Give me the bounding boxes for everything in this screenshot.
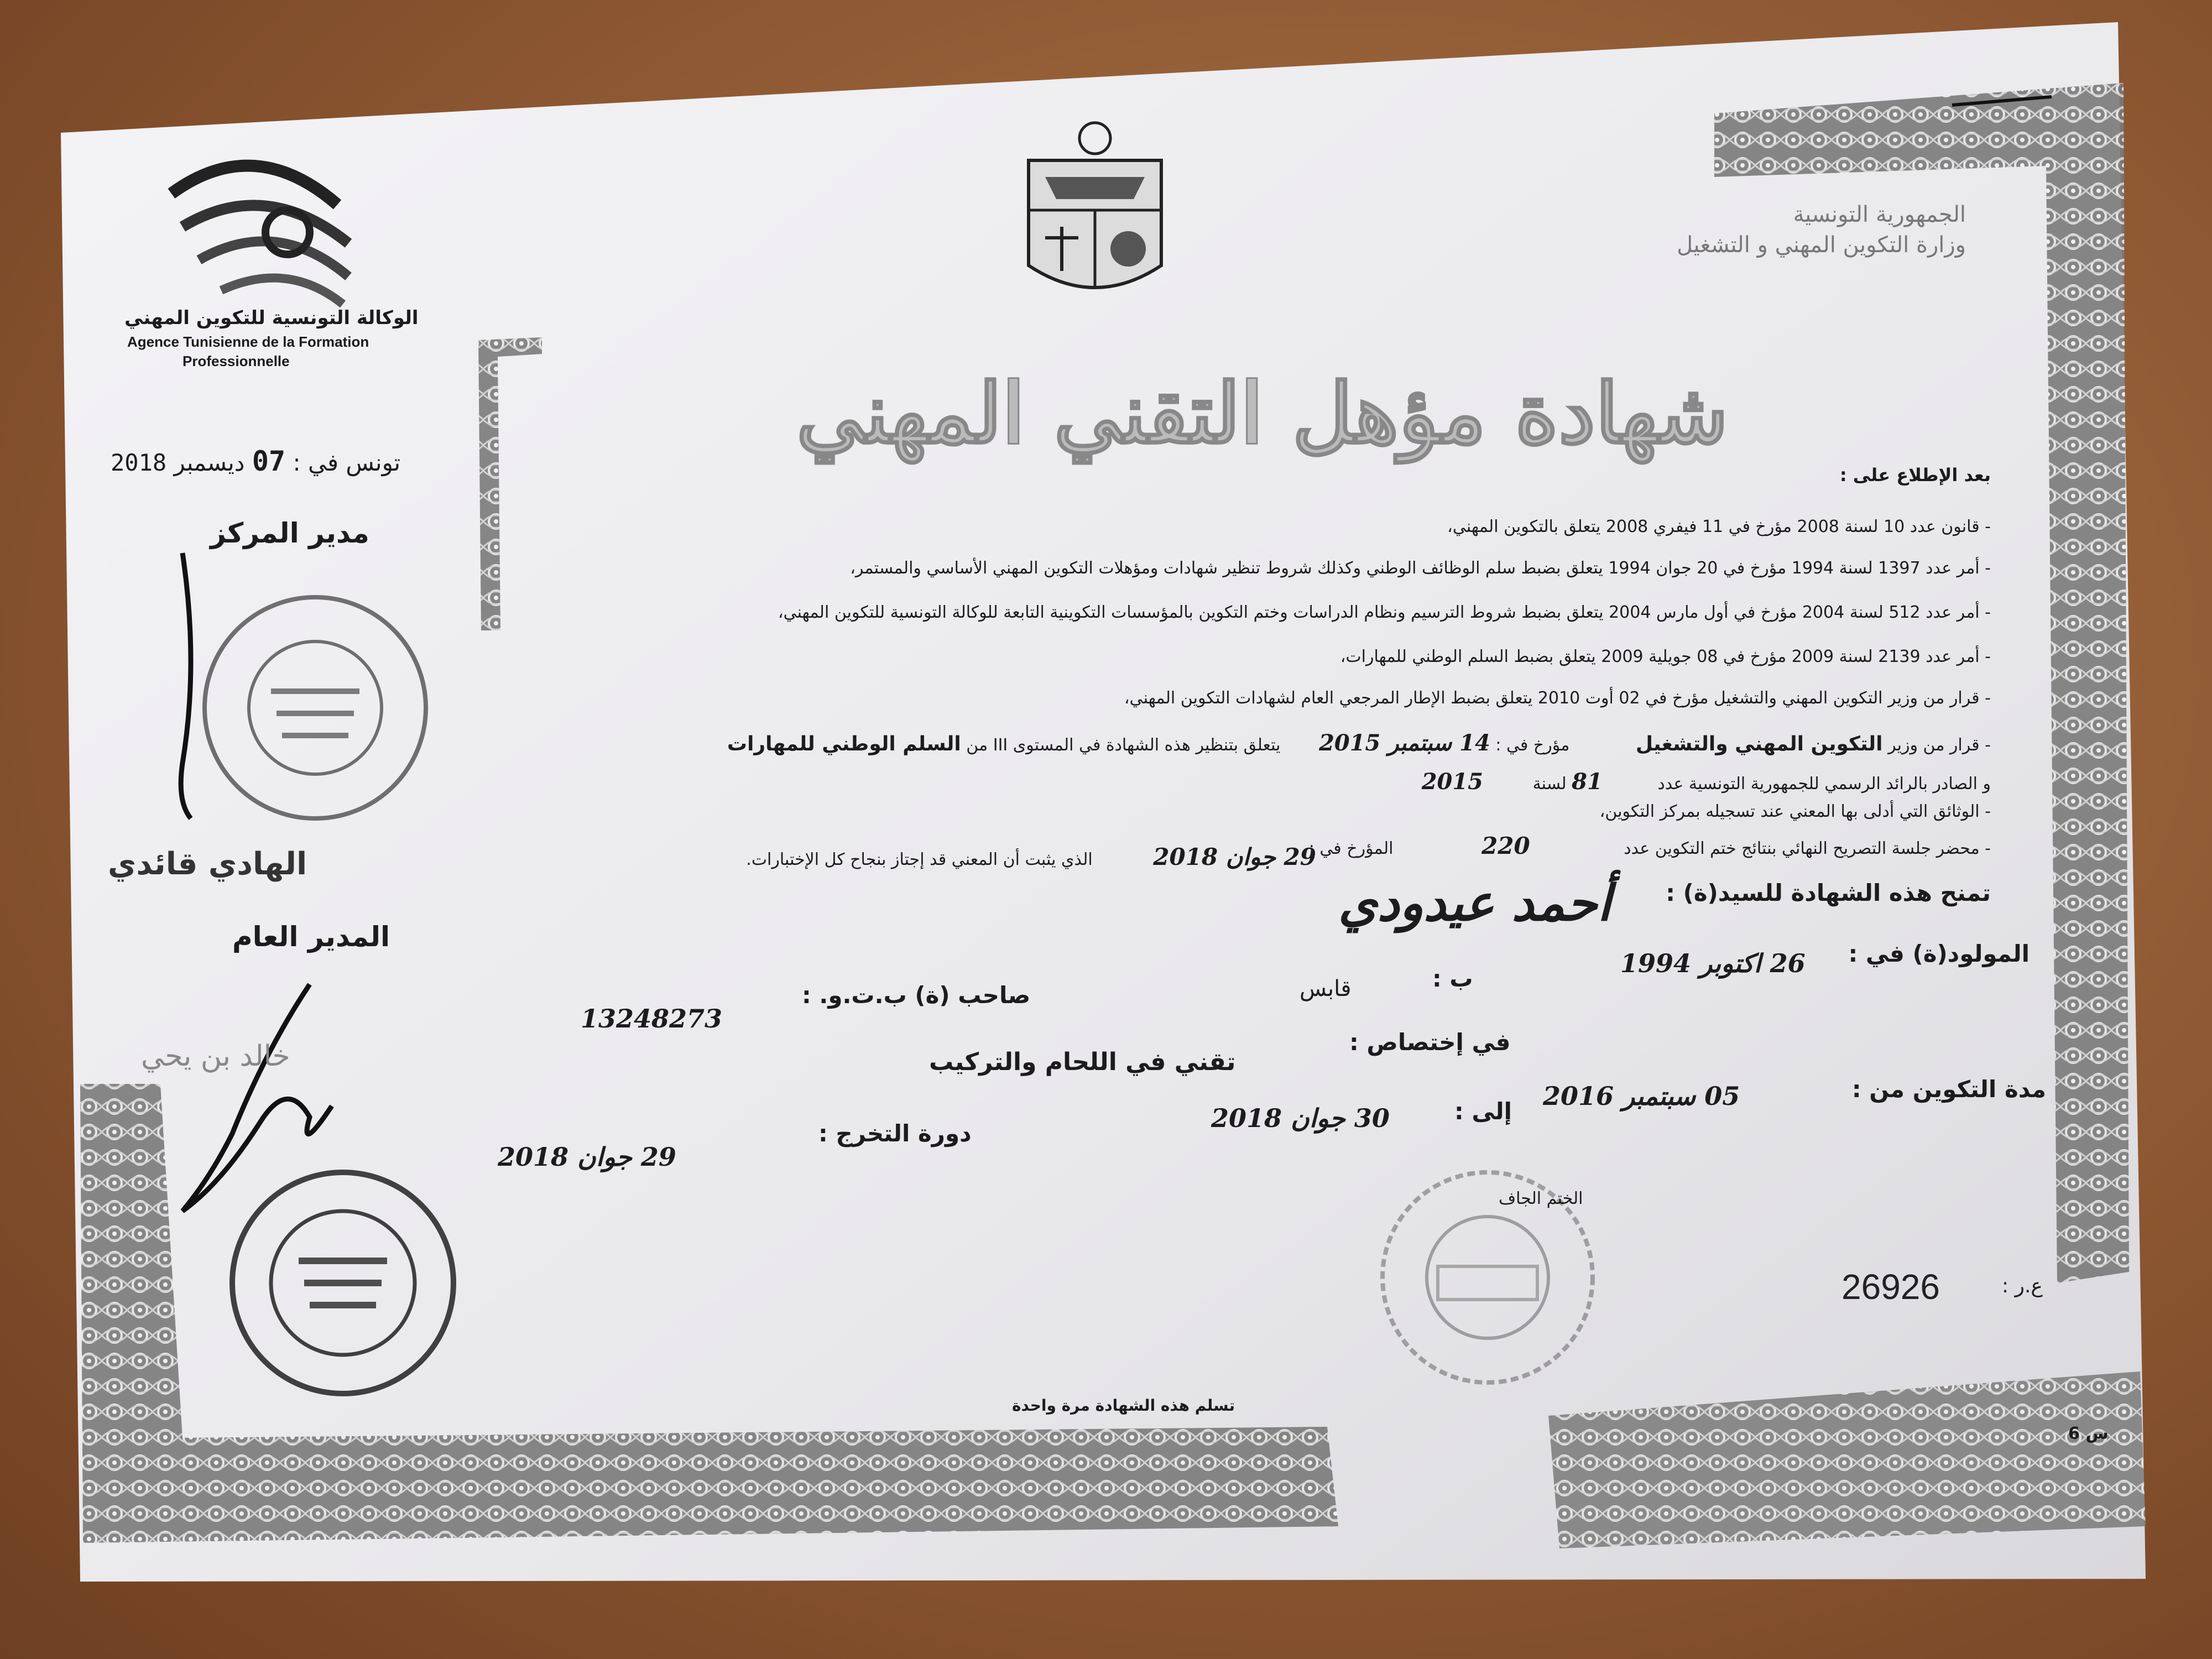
- birth-place: قابس: [1300, 976, 1352, 1001]
- gazette-number: 81: [1572, 769, 1603, 795]
- agency-name-ar: الوكالة التونسية للتكوين المهني: [124, 307, 419, 329]
- decree-dated: مؤرخ في :: [1495, 735, 1570, 755]
- gazette-line: [1422, 769, 1991, 795]
- place-date-day: 07: [252, 445, 286, 477]
- id-number: 13248273: [581, 1004, 723, 1034]
- session-label: دورة التخرج :: [818, 1120, 972, 1147]
- born-date: 26 اكتوبر 1994: [1620, 948, 1806, 978]
- republic-header: الجمهورية التونسية: [1793, 202, 1966, 227]
- specialty-value: تقني في اللحام والتركيب: [929, 1048, 1236, 1076]
- center-director-name: الهادي قائدي: [108, 846, 307, 882]
- registration-number: 26926: [1841, 1267, 1940, 1307]
- center-director-title: مدير المركز: [210, 517, 369, 549]
- decree-scale: السلم الوطني للمهارات: [727, 733, 961, 755]
- decree-date: 14 سبتمبر 2015: [1319, 730, 1490, 756]
- gazette-year-label: لسنة: [1532, 774, 1567, 794]
- minutes-number: 220: [1481, 832, 1530, 859]
- preamble-item-1: - قانون عدد 10 لسنة 2008 مؤرخ في 11 فيفري 2008 يتعلق بالتكوين المهني،: [1447, 517, 1991, 536]
- decree-line: [727, 730, 1991, 756]
- registration-number-label: ع.ر :: [2002, 1275, 2043, 1297]
- agency-name-fr-line1: Agence Tunisienne de la Formation: [127, 333, 369, 350]
- gazette-text: و الصادر بالرائد الرسمي للجمهورية التونسية عدد: [1657, 774, 1991, 794]
- place-date: [111, 445, 400, 477]
- place-date-month: ديسمبر: [174, 449, 245, 476]
- general-director-name: خالد بن يحي: [141, 1040, 290, 1073]
- to-label: إلى :: [1454, 1098, 1512, 1125]
- ministry-header: وزارة التكوين المهني و التشغيل: [1677, 232, 1966, 258]
- preamble-item-5: - قرار من وزير التكوين المهني والتشغيل مؤرخ في 02 أوت 2010 يتعلق بضبط الإطار المرجعي العام لشهادات التكوين المهني،: [1124, 688, 1991, 708]
- preamble-heading: بعد الإطلاع على :: [1839, 465, 1991, 486]
- place-date-year: 2018: [111, 449, 167, 476]
- certificate-title: شهادة مؤهل التقني المهني: [796, 365, 1729, 462]
- dry-seal-label: الختم الجاف: [1499, 1189, 1583, 1208]
- minutes-dated: المؤرخ في :: [1308, 839, 1394, 858]
- born-label: المولود(ة) في :: [1848, 940, 2030, 967]
- agency-name-fr-line2: Professionnelle: [182, 353, 290, 369]
- preamble-item-2: - أمر عدد 1397 لسنة 1994 مؤرخ في 20 جوان 1994 يتعلق بضبط سلم الوظائف الوطني وكذلك شروط تنظير شهادات ومؤهلات التكوين المهني الأساسي والمستمر،: [850, 559, 1991, 578]
- specialty-label: في إختصاص :: [1349, 1029, 1511, 1056]
- decree-subject: يتعلق بتنظير هذه الشهادة في المستوى III من: [966, 735, 1281, 755]
- minutes-date: 29 جوان 2018: [1153, 843, 1316, 870]
- general-director-title: المدير العام: [232, 921, 390, 953]
- gazette-year: 2015: [1421, 769, 1484, 795]
- preamble-item-4: - أمر عدد 2139 لسنة 2009 مؤرخ في 08 جويلية 2009 يتعلق بضبط السلم الوطني للمهارات،: [1340, 647, 1991, 666]
- decree-ministry: التكوين المهني والتشغيل: [1635, 733, 1883, 755]
- decree-prefix: - قرار من وزير: [1888, 735, 1991, 755]
- duration-from: 05 سبتمبر 2016: [1543, 1081, 1740, 1111]
- minutes-tail: الذي يثبت أن المعني قد إجتاز بنجاح كل الإختبارات.: [746, 850, 1093, 869]
- id-label: صاحب (ة) ب.ت.و. :: [802, 982, 1031, 1009]
- minutes-line-2: [746, 843, 1316, 870]
- series-label: س 6: [2068, 1424, 2109, 1443]
- recipient-name: أحمد عيدودي: [1338, 874, 1611, 932]
- once-note: تسلم هذه الشهادة مرة واحدة: [1012, 1396, 1235, 1415]
- preamble-item-3: - أمر عدد 512 لسنة 2004 مؤرخ في أول مارس 2004 يتعلق بضبط شروط الترسيم ونظام الدراسات وختم التكوين بالمؤسسات التكوينية التابعة للوكالة التونسية للتكوين المهني،: [778, 603, 1991, 622]
- award-label: تمنح هذه الشهادة للسيد(ة) :: [1666, 879, 1991, 906]
- place-date-prefix: تونس في :: [293, 449, 401, 476]
- session-date: 29 جوان 2018: [498, 1142, 676, 1172]
- duration-to: 30 جوان 2018: [1211, 1103, 1390, 1133]
- docs-line: - الوثائق التي أدلى بها المعني عند تسجيله بمركز التكوين،: [1599, 802, 1991, 821]
- duration-label: مدة التكوين من :: [1851, 1076, 2046, 1103]
- minutes-text: - محضر جلسة التصريح النهائي بنتائج ختم التكوين عدد: [1624, 839, 1991, 858]
- place-label: ب :: [1432, 965, 1473, 992]
- minutes-line: [1309, 832, 1991, 859]
